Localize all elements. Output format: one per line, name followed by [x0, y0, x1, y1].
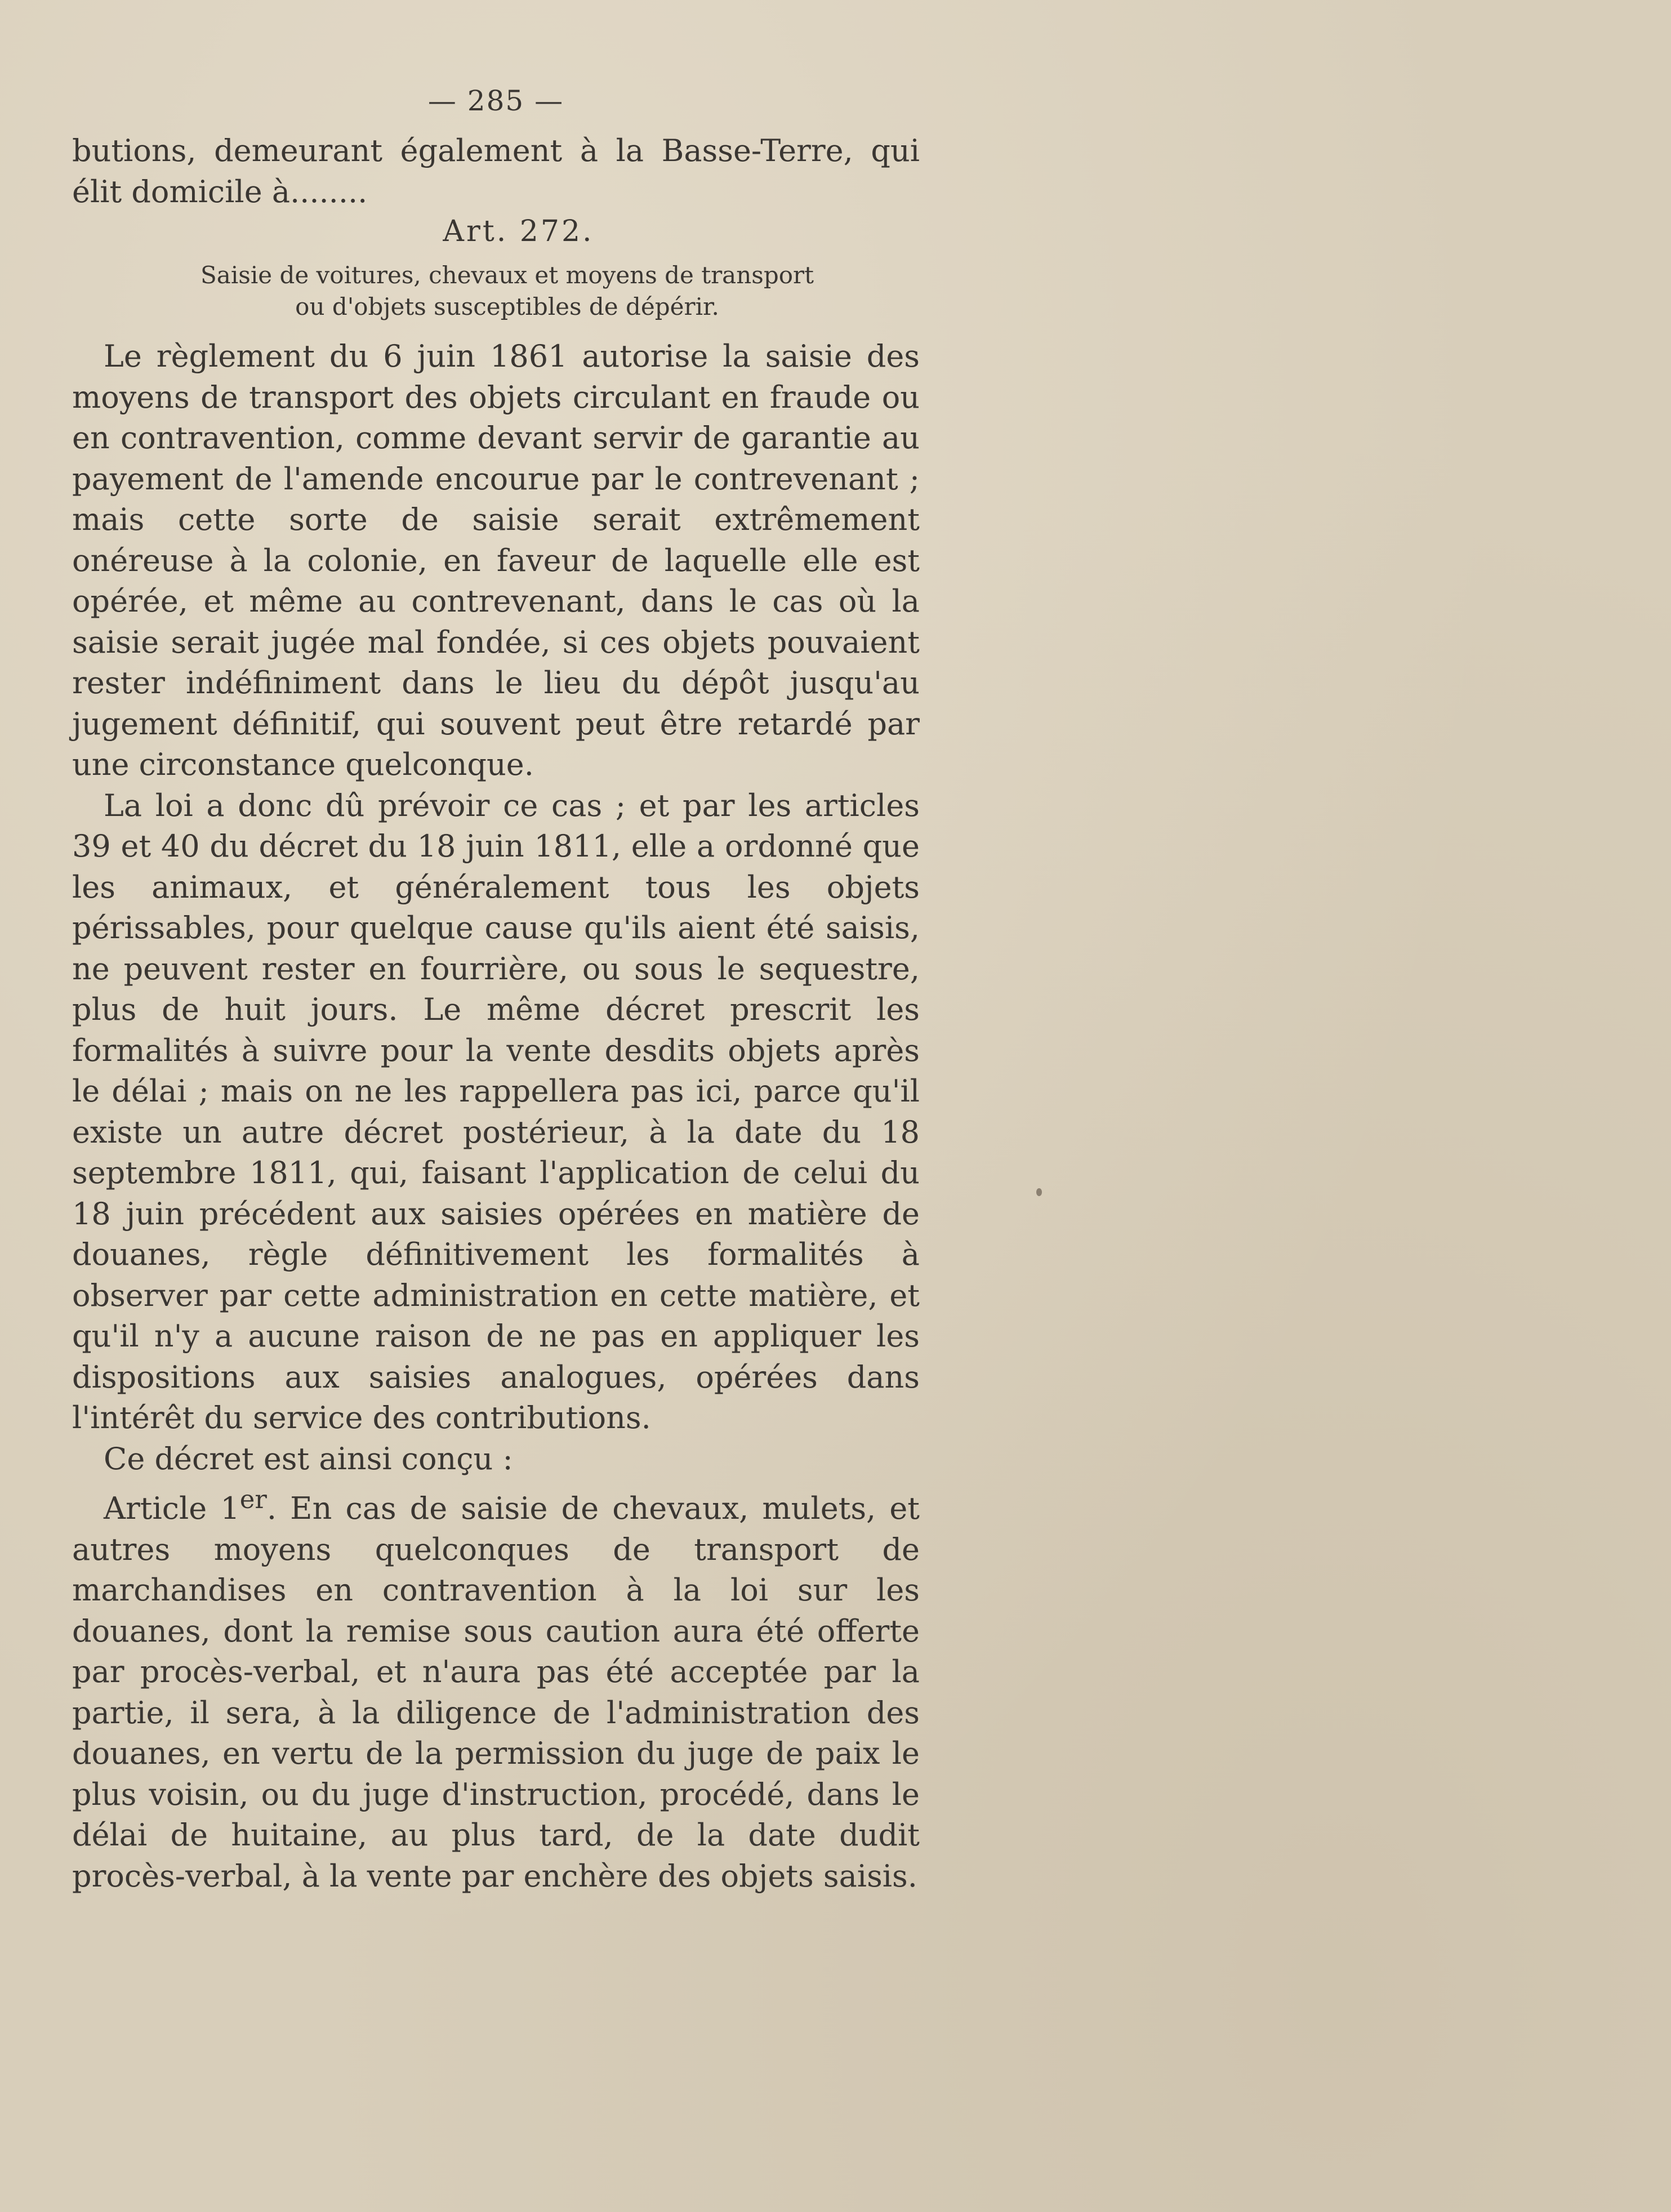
paragraph-continuation: butions, demeurant également à la Basse-Terre, qui élit domicile à........ [72, 133, 920, 209]
ink-speck [1036, 1188, 1042, 1196]
article-heading: Art. 272. [443, 215, 594, 248]
article-caption-line-2: ou d'objets susceptibles de dépérir. [295, 293, 719, 320]
text-block [72, 84, 920, 1897]
article-caption [72, 260, 920, 323]
paragraph-decret-intro: Ce décret est ainsi conçu : [104, 1441, 513, 1477]
article-1-ordinal: er [239, 1484, 267, 1514]
paragraph-loi: La loi a donc dû prévoir ce cas ; et par les articles 39 et 40 du décret du 18 juin 1811, elle a ordonné que les animaux, et généralement tous les objets périssables, pour quelque cause qu'ils aient été saisis, ne peuvent rester en fourrière, ou sous le sequestre, plus de huit jours. Le même décret prescrit les formalités à suivre pour la vente desdits objets après le délai ; mais on ne les rappellera pas ici, parce qu'il existe un autre décret postérieur, à la date du 18 septembre 1811, qui, faisant l'application de celui du 18 juin précédent aux saisies opérées en matière de douanes, règle définitivement les formalités à observer par cette administration en cette matière, et qu'il n'y a aucune raison de ne pas en appliquer les dispositions aux saisies analogues, opérées dans l'intérêt du service des contributions. [72, 787, 920, 1435]
page-number: — 285 — [427, 84, 564, 117]
paragraph-reglement: Le règlement du 6 juin 1861 autorise la saisie des moyens de transport des objets circulant en fraude ou en contravention, comme devant servir de garantie au payement de l'amende encourue par le contrevenant ; mais cette sorte de saisie serait extrêmement onéreuse à la colonie, en faveur de laquelle elle est opérée, et même au contrevenant, dans le cas où la saisie serait jugée mal fondée, si ces objets pouvaient rester indéfiniment dans le lieu du dépôt jusqu'au jugement définitif, qui souvent peut être retardé par une circonstance quelconque. [72, 338, 920, 782]
article-1-label: Article 1 [104, 1491, 240, 1526]
article-1-text: . En cas de saisie de chevaux, mulets, et autres moyens quelconques de transport de marchandises en contravention à la loi sur les douanes, dont la remise sous caution aura été offerte par procès-verbal, et n'aura pas été acceptée par la partie, il sera, à la diligence de l'administration des douanes, en vertu de la permission du juge de paix le plus voisin, ou du juge d'instruction, procédé, dans le délai de huitaine, au plus tard, de la date dudit procès-verbal, à la vente par enchère des objets saisis. [72, 1491, 920, 1894]
article-caption-line-1: Saisie de voitures, chevaux et moyens de transport [200, 261, 814, 289]
paragraph-article-1 [72, 1479, 920, 1897]
